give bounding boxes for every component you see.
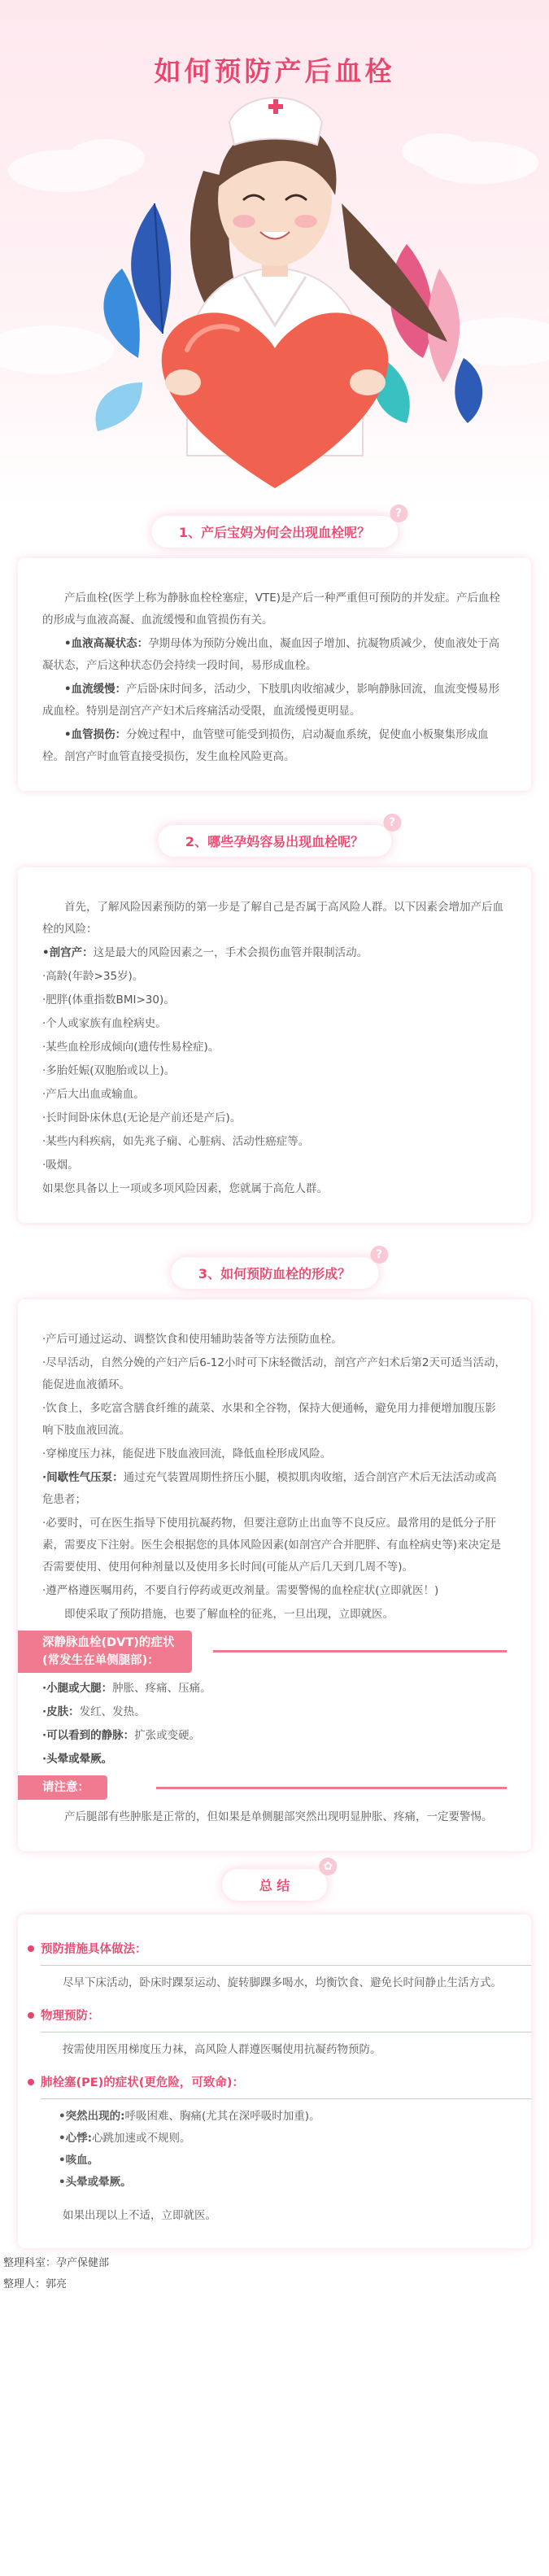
page-title: 如何预防产后血栓 (154, 55, 395, 87)
list-item: •咳血。 (59, 2154, 99, 2167)
department-credit: 整理科室：孕产保健部 (3, 2257, 110, 2269)
paragraph: 产后腿部有些肿胀是正常的，但如果是单侧腿部突然出现明显肿胀、疼痛，一定要警惕。 (64, 1810, 493, 1823)
section-2-card (18, 867, 531, 1223)
list-item: ·头晕或晕厥。 (42, 1753, 113, 1766)
list-item: ·个人或家族有血栓病史。 (42, 1017, 167, 1030)
list-item: ·遵严格遵医嘱用药，不要自行停药或更改剂量。需要警惕的血栓症状(立即就医！) (42, 1584, 439, 1597)
leaf-left-icon (95, 203, 171, 431)
footer (0, 2248, 549, 2295)
section-3-header (0, 1246, 549, 1299)
section-badge (222, 1860, 333, 1901)
summary-card (18, 1915, 531, 2248)
paragraph: •血管损伤：分娩过程中，血管壁可能受到损伤，启动凝血系统，促使血小板聚集形成血栓。剖宫产时血管直接受损伤，发生血栓风险更高。 (42, 728, 489, 763)
section-title: 2、哪些孕妈容易出现血栓呢？ (185, 834, 364, 849)
summary-header (0, 1851, 549, 1915)
section-badge (171, 1248, 383, 1289)
list-item: ·某些血栓形成倾向(遗传性易栓症)。 (42, 1041, 220, 1054)
list-item: ·高龄(年龄>35岁)。 (42, 970, 144, 983)
list-item: •心悸:心跳加速或不规则。 (59, 2132, 191, 2145)
section-badge (151, 507, 403, 548)
summary-subtitle: 物理预防： (31, 2006, 508, 2028)
paragraph: 尽早下床活动，卧床时踝泵运动、旋转脚踝多喝水，均衡饮食、避免长时间静止生活方式。 (63, 1976, 502, 1989)
list-item: ·可以看到的静脉：扩张或变硬。 (42, 1729, 201, 1742)
bullet-dot-icon (28, 2012, 34, 2019)
editor-credit: 整理人：郭亮 (3, 2278, 68, 2290)
divider (213, 1650, 507, 1653)
list-item: ·某些内科疾病，如先兆子痫、心脏病、活动性癌症等。 (42, 1135, 310, 1148)
bullet-dot-icon (28, 2079, 34, 2085)
section-1-header (0, 504, 549, 558)
section-title: 总 结 (259, 1878, 290, 1893)
summary-subtitle: 肺栓塞(PE)的症状(更危险，可致命)： (31, 2072, 508, 2094)
list-item: •剖宫产：这是最大的风险因素之一，手术会损伤血管并限制活动。 (42, 946, 368, 959)
summary-subtitle: 预防措施具体做法： (31, 1939, 508, 1961)
question-icon: ? (383, 814, 401, 832)
list-item: •头晕或晕厥。 (59, 2176, 132, 2189)
list-item: ·穿梯度压力袜，能促进下肢血液回流，降低血栓形成风险。 (42, 1447, 332, 1460)
list-item: ·尽早活动，自然分娩的产妇产后6-12小时可下床轻微活动，剖宫产产妇术后第2天可适当活动，能促进血液循环。 (42, 1356, 507, 1391)
section-title: 3、如何预防血栓的形成？ (198, 1266, 351, 1281)
list-item: ·产后大出血或输血。 (42, 1088, 145, 1101)
list-item: ·产后可通过运动、调整饮食和使用辅助装备等方法预防血栓。 (42, 1333, 342, 1346)
list-item: ·间歇性气压泵：通过充气装置周期性挤压小腿，模拟肌肉收缩，适合剖宫产术后无法活动或高危患者； (42, 1471, 497, 1506)
section-3-card (18, 1299, 531, 1851)
list-item: ·肥胖(体重指数BMI>30)。 (42, 993, 175, 1006)
note-label: 请注意： (18, 1775, 107, 1800)
paragraph: 按需使用医用梯度压力袜，高风险人群遵医嘱使用抗凝药物预防。 (63, 2043, 381, 2056)
list-item: •突然出现的:呼吸困难、胸痛(尤其在深呼吸时加重)。 (59, 2110, 320, 2123)
list-item: ·皮肤：发红、发热。 (42, 1705, 146, 1718)
list-item: ·多胎妊娠(双胞胎或以上)。 (42, 1064, 176, 1077)
pe-symptom-list (41, 2106, 508, 2194)
paragraph: 产后血栓(医学上称为静脉血栓栓塞症，VTE)是产后一种严重但可预防的并发症。产后血栓的形成与血液高凝、血流缓慢和血管损伤有关。 (42, 592, 501, 627)
note-subheading (18, 1775, 531, 1800)
section-badge (158, 816, 396, 857)
flower-icon: ✿ (319, 1858, 337, 1875)
section-1-card (18, 558, 531, 791)
paragraph: 如果出现以上不适，立即就医。 (63, 2209, 216, 2222)
section-2-header (0, 814, 549, 867)
list-item: ·必要时，可在医生指导下使用抗凝药物，但要注意防止出血等不良反应。最常用的是低分子肝素，需要皮下注射。医生会根据您的具体风险因素(如剖宫产合并肥胖、有血栓病史等)来决定是否需要使用、使用何种剂量以及使用多长时间(可能从产后几天到几周不等)。 (42, 1517, 502, 1574)
question-icon: ? (390, 504, 407, 522)
section-title: 1、产后宝妈为何会出现血栓呢？ (178, 525, 371, 540)
question-icon: ? (370, 1246, 388, 1264)
paragraph: 即使采取了预防措施，也要了解血栓的征兆，一旦出现，立即就医。 (64, 1608, 394, 1621)
paragraph: •血流缓慢：产后卧床时间多，活动少，下肢肌肉收缩减少，影响静脉回流，血流变慢易形成血栓。特别是剖宫产产妇术后疼痛活动受限，血流缓慢更明显。 (42, 683, 500, 718)
bullet-dot-icon (28, 1945, 34, 1952)
dvt-subheading (18, 1631, 531, 1671)
paragraph: •血液高凝状态：孕期母体为预防分娩出血，凝血因子增加、抗凝物质减少，使血液处于高凝状态，产后这种状态仍会持续一段时间，易形成血栓。 (42, 637, 500, 672)
hero-banner (0, 0, 549, 504)
list-item: ·饮食上，多吃富含膳食纤维的蔬菜、水果和全谷物，保持大便通畅，避免用力排便增加腹压影响下肢血液回流。 (42, 1402, 496, 1437)
divider (156, 1787, 507, 1789)
dvt-label: 深静脉血栓(DVT)的症状 (常发生在单侧腿部)： (18, 1631, 192, 1673)
list-item: ·小腿或大腿：肿胀、疼痛、压痛。 (42, 1682, 211, 1695)
list-item: ·长时间卧床休息(无论是产前还是产后)。 (42, 1111, 242, 1124)
list-item: ·吸烟。 (42, 1159, 79, 1172)
paragraph: 如果您具备以上一项或多项风险因素，您就属于高危人群。 (42, 1182, 328, 1195)
paragraph: 首先，了解风险因素预防的第一步是了解自己是否属于高风险人群。以下因素会增加产后血栓的风险： (42, 901, 503, 936)
